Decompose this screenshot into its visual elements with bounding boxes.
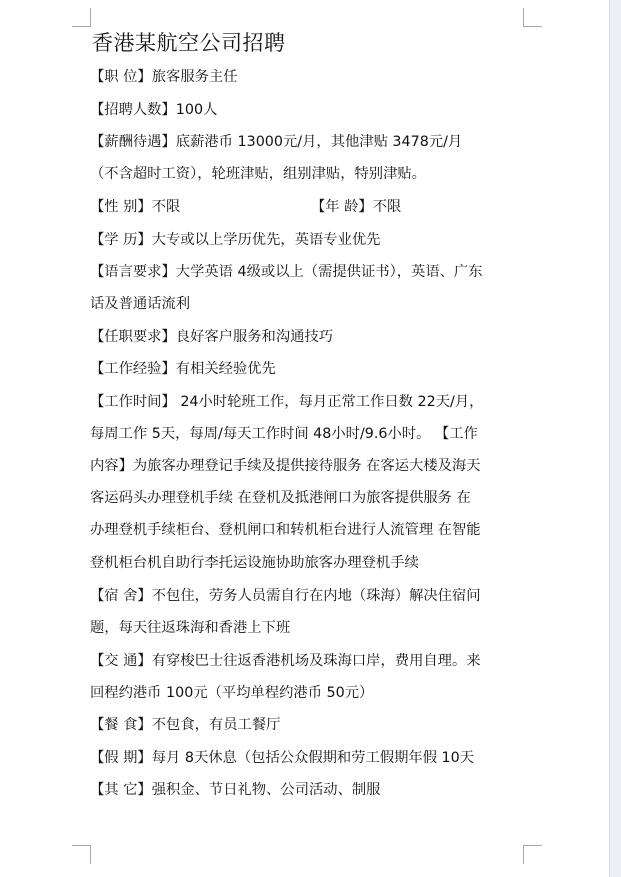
field-salary-continued: （不含超时工资），轮班津贴，组别津贴，特别津贴。 — [90, 166, 426, 182]
field-gender: 【性 别】不限 — [90, 199, 181, 215]
page-corner-mark-top-left — [72, 8, 91, 27]
field-working-hours-continued: 每周工作 5天，每周/每天工作时间 48小时/9.6小时。 【工作 — [90, 426, 478, 442]
page-corner-mark-bottom-right — [523, 845, 542, 864]
field-headcount: 【招聘人数】100人 — [90, 102, 218, 118]
vertical-scrollbar[interactable] — [609, 0, 621, 877]
document-title: 香港某航空公司招聘 — [92, 31, 286, 55]
field-education: 【学 历】大专或以上学历优先，英语专业优先 — [90, 232, 381, 248]
field-job-content-continued-2: 办理登机手续柜台、登机闸口和转机柜台进行人流管理 在智能 — [90, 522, 481, 538]
field-experience: 【工作经验】有相关经验优先 — [90, 361, 276, 377]
field-job-content-continued-1: 客运码头办理登机手续 在登机及抵港闸口为旅客提供服务 在 — [90, 490, 471, 506]
field-working-hours: 【工作时间】 24小时轮班工作，每月正常工作日数 22天/月， — [90, 394, 484, 410]
field-transport-continued: 回程约港币 100元（平均单程约港币 50元） — [90, 685, 374, 701]
field-salary: 【薪酬待遇】底薪港币 13000元/月，其他津贴 3478元/月 — [90, 134, 463, 150]
field-dormitory: 【宿 舍】不包住，劳务人员需自行在内地（珠海）解决住宿问 — [90, 588, 481, 604]
field-language: 【语言要求】大学英语 4级或以上（需提供证书），英语、广东 — [90, 264, 483, 280]
field-dormitory-continued: 题，每天往返珠海和香港上下班 — [90, 620, 291, 636]
field-requirements: 【任职要求】良好客户服务和沟通技巧 — [90, 329, 334, 345]
field-job-content-continued-3: 登机柜台机自助行李托运设施协助旅客办理登机手续 — [90, 555, 419, 571]
field-age: 【年 龄】不限 — [311, 199, 402, 215]
page-corner-mark-bottom-left — [72, 845, 91, 864]
field-others: 【其 它】强积金、节日礼物、公司活动、制服 — [90, 782, 381, 798]
field-transport: 【交 通】有穿梭巴士往返香港机场及珠海口岸，费用自理。来 — [90, 653, 481, 669]
page-corner-mark-top-right — [523, 8, 542, 27]
field-meals: 【餐 食】不包食，有员工餐厅 — [90, 717, 281, 733]
field-job-content: 内容】为旅客办理登记手续及提供接待服务 在客运大楼及海天 — [90, 458, 481, 474]
field-language-continued: 话及普通话流利 — [90, 296, 191, 312]
field-holidays: 【假 期】每月 8天休息（包括公众假期和劳工假期年假 10天 — [90, 750, 475, 766]
field-position: 【职 位】旅客服务主任 — [90, 69, 238, 85]
